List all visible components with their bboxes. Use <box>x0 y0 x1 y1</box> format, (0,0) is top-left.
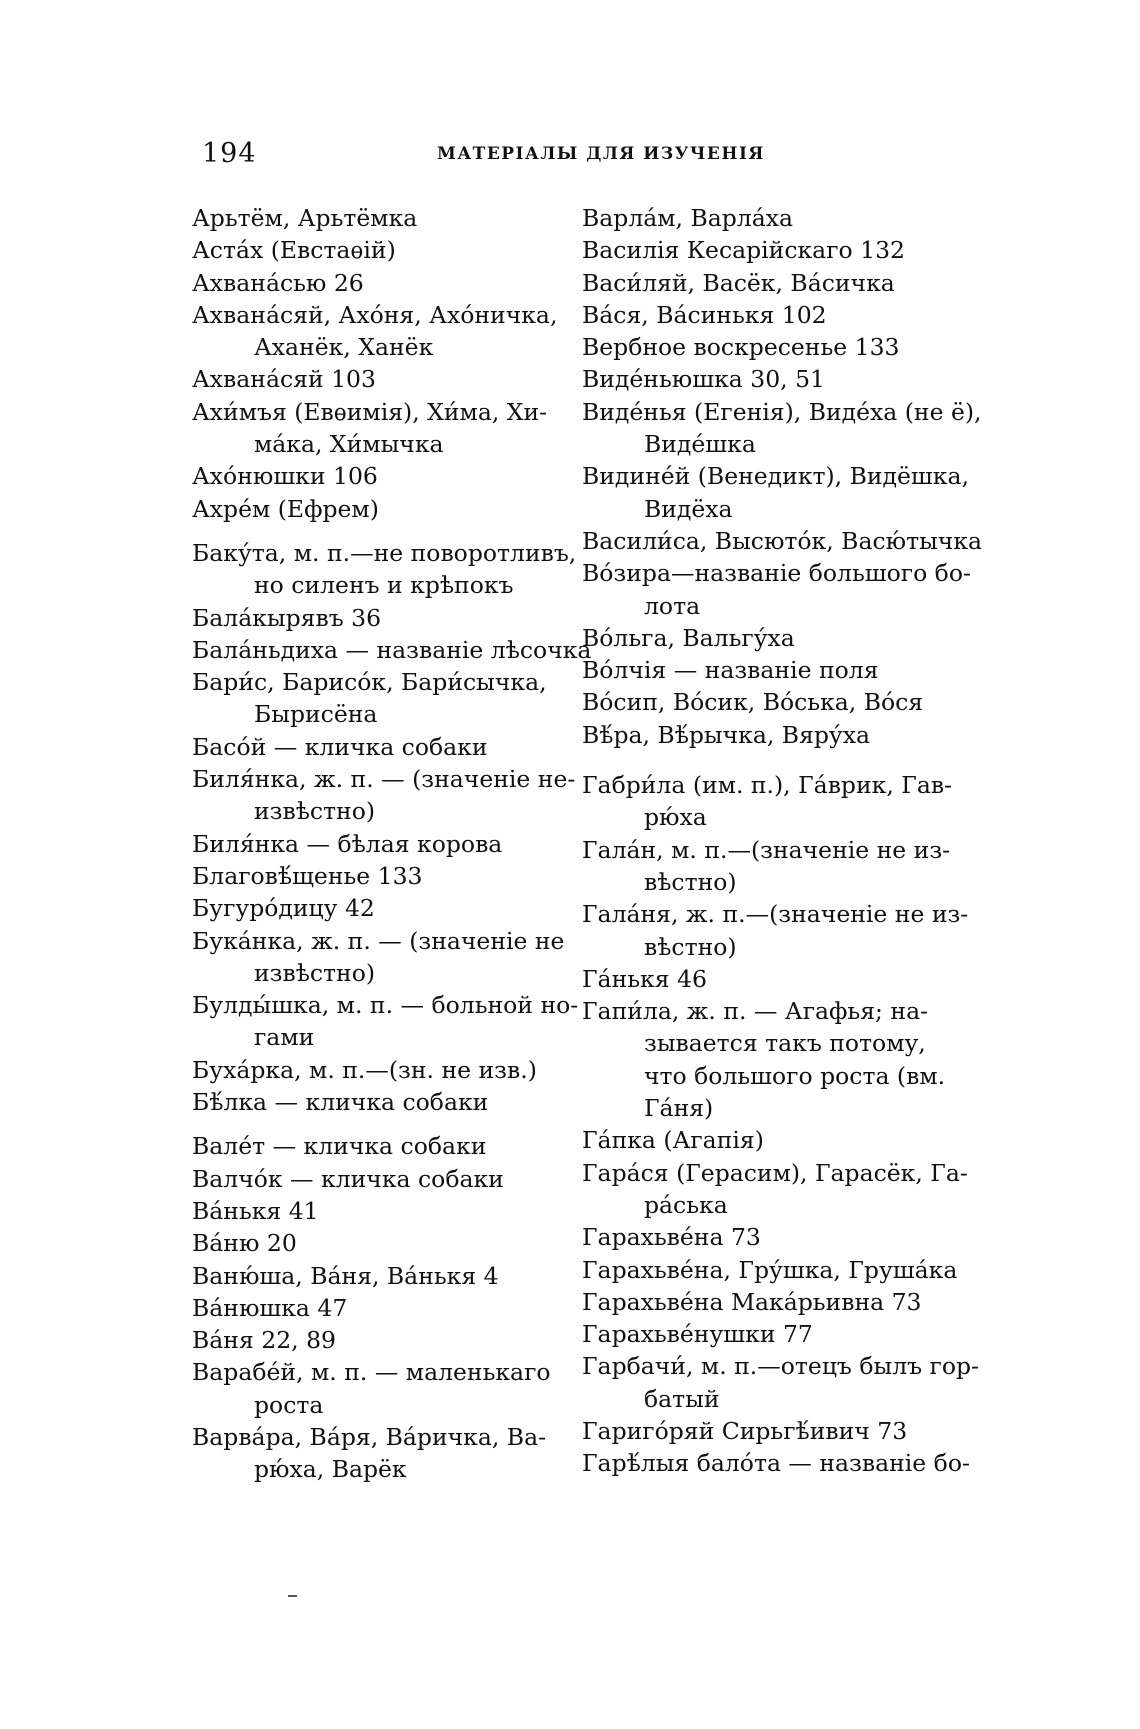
dictionary-entry <box>192 1195 577 1227</box>
dictionary-entry <box>192 925 577 990</box>
page-number: 194 <box>202 138 257 169</box>
entry-line: Ахванáсяй, Ахóня, Ахóничка, <box>192 300 558 329</box>
entry-line: Валчóк — кличка собаки <box>192 1164 504 1193</box>
dictionary-entry <box>192 1260 577 1292</box>
dictionary-entry <box>582 1254 982 1286</box>
entry-line: Варлáм, Варлáха <box>582 204 794 232</box>
dictionary-entry <box>192 1356 577 1421</box>
right-column <box>582 202 982 1480</box>
entry-line: Аханёк, Ханёк <box>254 333 434 362</box>
entry-line: Гáпка (Агапія) <box>582 1126 764 1155</box>
dictionary-entry <box>582 267 982 299</box>
entry-line: вѣстно) <box>644 932 737 961</box>
dictionary-entry <box>192 763 577 828</box>
entry-line: Астáх (Евстаѳій) <box>192 236 396 265</box>
entry-line: рю́ха <box>644 803 707 832</box>
dictionary-entry <box>582 1124 982 1156</box>
entry-line: Вáнькя 41 <box>192 1196 319 1225</box>
entry-line: но силенъ и крѣпокъ <box>254 571 514 600</box>
entry-line: Бугурóдицу 42 <box>192 894 375 923</box>
entry-line: Ахрéм (Ефрем) <box>192 494 379 523</box>
entry-line: Видéньюшка 30, 51 <box>582 365 825 394</box>
entry-line: Букáнка, ж. п. — (значеніе не <box>192 926 565 955</box>
dictionary-entry <box>192 1163 577 1195</box>
dictionary-entry <box>582 1157 982 1222</box>
dictionary-entry <box>192 1324 577 1356</box>
dictionary-entry <box>582 622 982 654</box>
entry-line: Гапи́ла, ж. п. — Агафья; на- <box>582 997 929 1026</box>
entry-line: Василія Кесарійскаго 132 <box>582 236 905 265</box>
entry-line: Гáня) <box>644 1094 714 1123</box>
dictionary-entry <box>582 299 982 331</box>
dictionary-entry <box>582 1286 982 1318</box>
dictionary-entry <box>192 1421 577 1486</box>
entry-line: Вáню 20 <box>192 1229 297 1258</box>
entry-line: Ахи́мъя (Евѳимія), Хи́ма, Хи- <box>192 397 548 426</box>
dictionary-entry <box>582 525 982 557</box>
dictionary-entry <box>582 1415 982 1447</box>
entry-line: Видéшка <box>644 430 756 459</box>
entry-line: мáка, Хи́мычка <box>254 430 444 459</box>
entry-line: Биля́нка, ж. п. — (значеніе не- <box>192 765 576 794</box>
entry-line: Гарѣ́лыя балóта — названіе бо- <box>582 1449 970 1478</box>
dictionary-entry <box>192 1292 577 1324</box>
entry-line: Гарбачи́, м. п.—отецъ былъ гор- <box>582 1352 979 1381</box>
left-column <box>192 202 592 1486</box>
entry-line: Вáнюшка 47 <box>192 1293 348 1322</box>
entry-line: Валéт — кличка собаки <box>192 1132 487 1161</box>
dictionary-entry <box>582 1318 982 1350</box>
dictionary-entry <box>192 666 577 731</box>
entry-line: вѣстно) <box>644 867 737 896</box>
entry-line: Видéнья (Егенія), Видéха (не ё), <box>582 397 982 426</box>
running-title: МАТЕРІАЛЫ ДЛЯ ИЗУЧЕНІЯ <box>437 144 765 164</box>
dictionary-entry <box>192 202 577 234</box>
dictionary-entry <box>192 731 577 763</box>
dictionary-entry <box>582 898 982 963</box>
dictionary-entry <box>582 557 982 622</box>
dictionary-entry <box>192 989 577 1054</box>
entry-line: батый <box>644 1384 720 1413</box>
dictionary-entry <box>192 267 577 299</box>
entry-line: Вербное воскресенье 133 <box>582 333 900 362</box>
entry-line: Вóльга, Вальгу́ха <box>582 623 795 652</box>
dictionary-entry <box>582 1447 982 1479</box>
dictionary-entry <box>192 1227 577 1259</box>
entry-line: Видинéй (Венедикт), Видёшка, <box>582 462 969 491</box>
dictionary-entry <box>192 860 577 892</box>
entry-line: Вóсип, Вóсик, Вóська, Вóся <box>582 688 924 717</box>
entry-line: Ахóнюшки 106 <box>192 462 378 491</box>
entry-line: Гарахьвéна Макáрьивна 73 <box>582 1287 922 1316</box>
entry-line: Бухáрка, м. п.—(зн. не изв.) <box>192 1055 537 1084</box>
entry-line: Арьтём, Арьтёмка <box>192 204 418 232</box>
entry-line: Балáньдиха — названіе лѣсочка <box>192 635 592 664</box>
dictionary-entry <box>192 828 577 860</box>
entry-line: Вóзира—названіе большого бо- <box>582 559 971 588</box>
entry-line: Ахванáсяй 103 <box>192 365 376 394</box>
entry-line: Видёха <box>644 494 733 523</box>
entry-line: Вáня 22, 89 <box>192 1326 336 1355</box>
dictionary-entry <box>582 460 982 525</box>
dictionary-entry <box>582 331 982 363</box>
entry-line: Балáкырявъ 36 <box>192 603 382 632</box>
entry-line: Баку́та, м. п.—не поворотливъ, <box>192 538 577 567</box>
entry-line: извѣстно) <box>254 958 376 987</box>
entry-line: Бырисёна <box>254 700 378 729</box>
entry-line: Гаригóряй Сирьгѣ́ивич 73 <box>582 1416 908 1445</box>
entry-line: Булды́шка, м. п. — больной но- <box>192 991 579 1020</box>
entry-line: рáська <box>644 1190 728 1219</box>
dictionary-entry <box>582 234 982 266</box>
entry-line: Гарахьвéна, Гру́шка, Грушáка <box>582 1255 958 1284</box>
dictionary-entry <box>582 1221 982 1253</box>
entry-line: Биля́нка — бѣлая корова <box>192 829 503 858</box>
entry-line: Гáнькя 46 <box>582 964 707 993</box>
entry-line: Васили́са, Высютóк, Васю́тычка <box>582 526 983 555</box>
entry-line: Гарáся (Герасим), Гарасёк, Га- <box>582 1158 968 1187</box>
dictionary-entry <box>192 460 577 492</box>
entry-line: Галáня, ж. п.—(значеніе не из- <box>582 900 969 929</box>
entry-line: Варабéй, м. п. — маленькаго <box>192 1358 551 1387</box>
entry-line: Ваню́ша, Вáня, Вáнькя 4 <box>192 1261 499 1290</box>
entry-line: Гарахьвéна 73 <box>582 1223 761 1252</box>
entry-line: лота <box>644 591 701 620</box>
dictionary-entry <box>192 234 577 266</box>
dictionary-entry <box>582 686 982 718</box>
dictionary-entry <box>582 202 982 234</box>
entry-line: Бѣ́лка — кличка собаки <box>192 1088 489 1117</box>
dictionary-entry <box>192 892 577 924</box>
entry-line: зывается такъ потому, <box>644 1029 926 1058</box>
entry-line: Благовѣ́щенье 133 <box>192 861 423 890</box>
dictionary-entry <box>192 396 577 461</box>
entry-line: рю́ха, Варёк <box>254 1455 407 1484</box>
dictionary-entry <box>192 1130 577 1162</box>
dictionary-entry <box>582 654 982 686</box>
dictionary-entry <box>192 537 577 602</box>
entry-line: Бари́с, Барисóк, Бари́сычка, <box>192 668 547 697</box>
entry-line: Вáся, Вáсинькя 102 <box>582 300 827 329</box>
entry-line: Васи́ляй, Васёк, Вáсичка <box>582 268 895 297</box>
dictionary-entry <box>582 963 982 995</box>
entry-line: гами <box>254 1023 315 1052</box>
entry-line: роста <box>254 1390 324 1419</box>
dictionary-entry <box>582 769 982 834</box>
dictionary-entry <box>192 1054 577 1086</box>
entry-line: что большого роста (вм. <box>644 1061 946 1090</box>
entry-line: Гарахьвéнушки 77 <box>582 1320 813 1349</box>
dictionary-entry <box>192 1086 577 1118</box>
dictionary-entry <box>192 602 577 634</box>
entry-line: Галáн, м. п.—(значеніе не из- <box>582 835 951 864</box>
dictionary-entry <box>582 396 982 461</box>
dictionary-entry <box>192 634 592 666</box>
dictionary-entry <box>582 834 982 899</box>
stray-mark <box>288 1595 297 1597</box>
dictionary-entry <box>582 719 982 751</box>
dictionary-entry <box>582 363 982 395</box>
dictionary-entry <box>192 299 577 364</box>
dictionary-entry <box>192 493 577 525</box>
entry-line: Вѣ́ра, Вѣ́рычка, Вяру́ха <box>582 720 871 749</box>
entry-line: Ахванáсью 26 <box>192 268 364 297</box>
entry-line: Варвáра, Вáря, Вáричка, Ва- <box>192 1422 547 1451</box>
entry-line: Вóлчія — названіе поля <box>582 656 879 685</box>
dictionary-entry <box>582 995 982 1124</box>
entry-line: извѣстно) <box>254 797 376 826</box>
entry-line: Басóй — кличка собаки <box>192 732 488 761</box>
dictionary-entry <box>582 1350 982 1415</box>
dictionary-entry <box>192 363 577 395</box>
entry-line: Габри́ла (им. п.), Гáврик, Гав- <box>582 771 952 800</box>
